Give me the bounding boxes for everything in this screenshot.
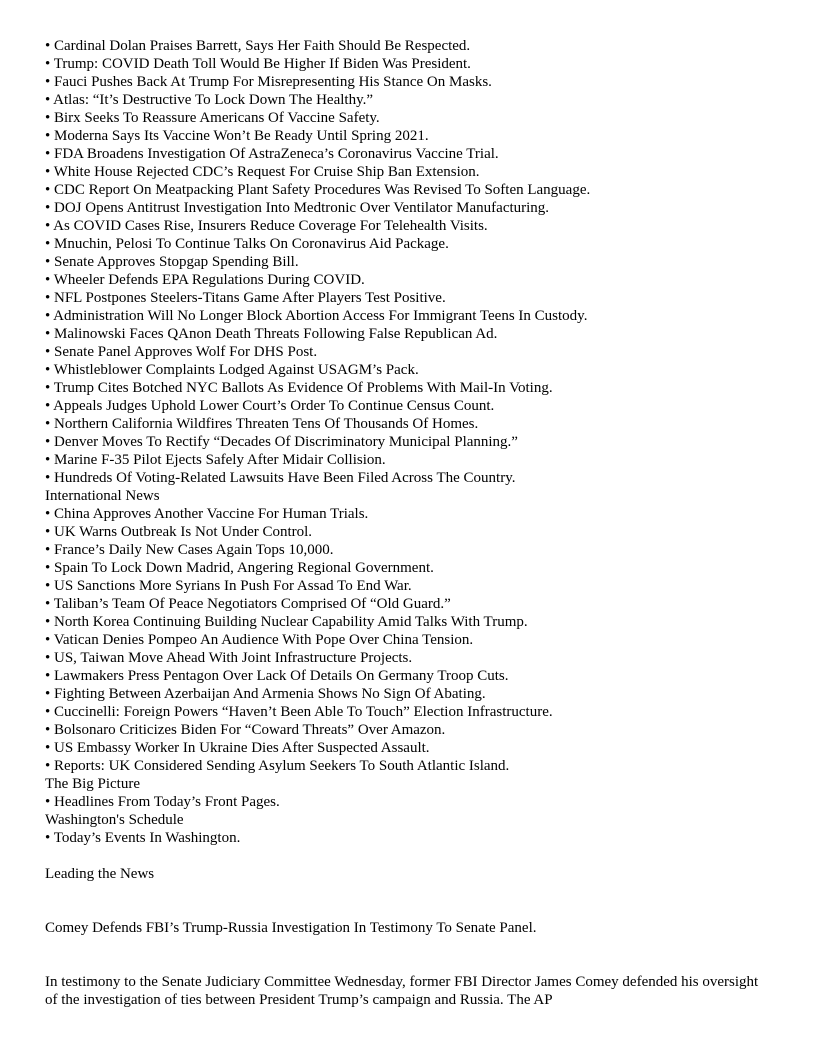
news-headline-item: • Marine F-35 Pilot Ejects Safely After Midair Collision. [45, 452, 386, 468]
news-headline-item: • Reports: UK Considered Sending Asylum Seekers To South Atlantic Island. [45, 758, 510, 774]
news-headline-item: • DOJ Opens Antitrust Investigation Into Medtronic Over Ventilator Manufacturing. [45, 200, 550, 216]
news-headline-item: • US, Taiwan Move Ahead With Joint Infrastructure Projects. [45, 650, 413, 666]
news-headline-item: • CDC Report On Meatpacking Plant Safety Procedures Was Revised To Soften Language. [45, 182, 591, 198]
news-headline-item: • Cardinal Dolan Praises Barrett, Says Her Faith Should Be Respected. [45, 38, 471, 54]
news-headline-item: • Spain To Lock Down Madrid, Angering Regional Government. [45, 560, 434, 576]
news-headline-item: • Northern California Wildfires Threaten Tens Of Thousands Of Homes. [45, 416, 479, 432]
news-headline-item: • France’s Daily New Cases Again Tops 10,000. [45, 542, 334, 558]
news-headline-item: • Taliban’s Team Of Peace Negotiators Comprised Of “Old Guard.” [45, 596, 451, 612]
news-headline-item: • China Approves Another Vaccine For Human Trials. [45, 506, 369, 522]
news-headline-item: • Headlines From Today’s Front Pages. [45, 794, 280, 810]
news-headline-item: • Wheeler Defends EPA Regulations During COVID. [45, 272, 365, 288]
news-headline-item: • North Korea Continuing Building Nuclear Capability Amid Talks With Trump. [45, 614, 528, 630]
section-heading: Washington's Schedule [45, 812, 184, 828]
news-headline-item: • FDA Broadens Investigation Of AstraZeneca’s Coronavirus Vaccine Trial. [45, 146, 499, 162]
news-headline-item: • NFL Postpones Steelers-Titans Game After Players Test Positive. [45, 290, 446, 306]
news-headline-item: • US Embassy Worker In Ukraine Dies After Suspected Assault. [45, 740, 430, 756]
news-headline-item: • Bolsonaro Criticizes Biden For “Coward Threats” Over Amazon. [45, 722, 446, 738]
news-headline-item: • Administration Will No Longer Block Abortion Access For Immigrant Teens In Custody. [45, 308, 588, 324]
news-headline-item: • UK Warns Outbreak Is Not Under Control. [45, 524, 313, 540]
lead-story-body: In testimony to the Senate Judiciary Committee Wednesday, former FBI Director James Comey defended his oversight of the investigation of ties between President Trump’s campaign and Russia. The AP [45, 974, 759, 1008]
news-headline-item: • Birx Seeks To Reassure Americans Of Vaccine Safety. [45, 110, 380, 126]
news-headline-item: • Vatican Denies Pompeo An Audience With Pope Over China Tension. [45, 632, 474, 648]
news-headline-item: • Atlas: “It’s Destructive To Lock Down The Healthy.” [45, 92, 374, 108]
document-page [45, 37, 775, 1009]
news-headline-item: • White House Rejected CDC’s Request For Cruise Ship Ban Extension. [45, 164, 480, 180]
news-headline-item: • Whistleblower Complaints Lodged Against USAGM’s Pack. [45, 362, 419, 378]
news-headline-item: • Fighting Between Azerbaijan And Armenia Shows No Sign Of Abating. [45, 686, 486, 702]
news-headline-item: • Hundreds Of Voting-Related Lawsuits Have Been Filed Across The Country. [45, 470, 516, 486]
news-headline-item: • Cuccinelli: Foreign Powers “Haven’t Been Able To Touch” Election Infrastructure. [45, 704, 553, 720]
news-headline-item: • Today’s Events In Washington. [45, 830, 241, 846]
news-headline-item: • Malinowski Faces QAnon Death Threats Following False Republican Ad. [45, 326, 498, 342]
news-headline-item: • Senate Approves Stopgap Spending Bill. [45, 254, 299, 270]
section-heading: The Big Picture [45, 776, 140, 792]
news-headline-item: • Trump Cites Botched NYC Ballots As Evidence Of Problems With Mail-In Voting. [45, 380, 553, 396]
news-headline-item: • Lawmakers Press Pentagon Over Lack Of Details On Germany Troop Cuts. [45, 668, 509, 684]
section-heading: International News [45, 488, 160, 504]
news-headline-item: • Trump: COVID Death Toll Would Be Higher If Biden Was President. [45, 56, 471, 72]
news-sections [45, 37, 775, 847]
lead-story-headline: Comey Defends FBI’s Trump-Russia Investigation In Testimony To Senate Panel. [45, 920, 537, 936]
news-headline-item: • Denver Moves To Rectify “Decades Of Discriminatory Municipal Planning.” [45, 434, 518, 450]
news-headline-item: • Appeals Judges Uphold Lower Court’s Order To Continue Census Count. [45, 398, 495, 414]
news-headline-item: • Mnuchin, Pelosi To Continue Talks On Coronavirus Aid Package. [45, 236, 449, 252]
news-headline-item: • As COVID Cases Rise, Insurers Reduce Coverage For Telehealth Visits. [45, 218, 488, 234]
news-headline-item: • Senate Panel Approves Wolf For DHS Post. [45, 344, 318, 360]
news-headline-item: • Fauci Pushes Back At Trump For Misrepresenting His Stance On Masks. [45, 74, 492, 90]
news-headline-item: • US Sanctions More Syrians In Push For Assad To End War. [45, 578, 412, 594]
news-headline-item: • Moderna Says Its Vaccine Won’t Be Ready Until Spring 2021. [45, 128, 429, 144]
leading-news-heading: Leading the News [45, 866, 155, 882]
